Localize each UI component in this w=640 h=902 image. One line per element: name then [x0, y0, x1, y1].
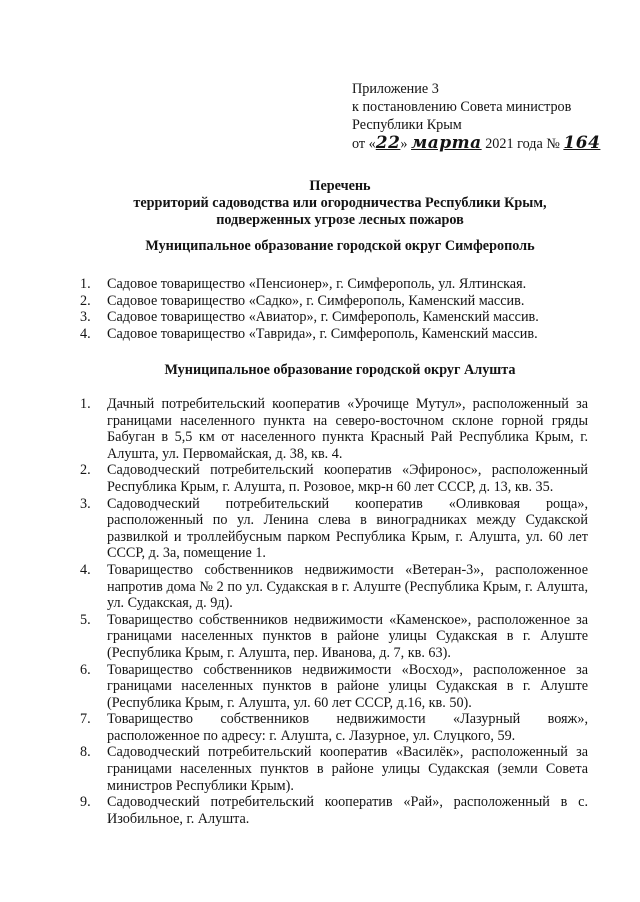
date-day-close: »: [400, 136, 408, 152]
appendix-block: [352, 80, 600, 153]
appendix-line: к постановлению Совета министров: [352, 99, 572, 115]
item-text: Садоводческий потребительский кооператив «Василёк», расположенный за границами населенных пунктов в районе улицы Судакская (земли Совета министров Республики Крым).: [107, 744, 588, 794]
item-number: 9.: [80, 794, 91, 811]
list-item: [80, 462, 588, 495]
handwritten-number: 164: [563, 133, 601, 153]
item-number: 1.: [80, 396, 91, 412]
list-item: [80, 326, 588, 343]
list-item: [80, 293, 588, 310]
title-line: территорий садоводства или огородничества Республики Крым,: [133, 195, 547, 211]
section-heading: Муниципальное образование городской округ Алушта: [164, 362, 516, 378]
list-item: [80, 276, 588, 293]
date-year-text: 2021 года №: [485, 136, 560, 152]
handwritten-day: 22: [375, 133, 401, 153]
list-item: [80, 662, 588, 712]
item-text: Дачный потребительский кооператив «Урочище Мутул», расположенный за границами населенного пункта на северо-восточном склоне горной гряды Бабуган в 5,5 км от населенного пункта Красный Рай Республика Крым, г. Алушта, ул. Первомайская, д. 38, кв. 4.: [107, 396, 588, 462]
item-number: 1.: [80, 276, 91, 292]
item-text: Товарищество собственников недвижимости «Восход», расположенное за границами населенных пунктов в районе улицы Судакская в г. Алуште (Республика Крым, г. Алушта, ул. 60 лет СССР, д.16, кв. 50).: [107, 661, 588, 711]
item-number: 7.: [80, 711, 91, 728]
title-line: подверженных угрозе лесных пожаров: [216, 212, 464, 228]
item-text: Товарищество собственников недвижимости «Каменское», расположенное за границами населенных пунктов в районе улицы Судакская в г. Алуште (Республика Крым, г. Алушта, пер. Иванова, д. 7, кв. 63).: [107, 611, 588, 661]
list-item: [80, 562, 588, 612]
list-item: [80, 744, 588, 794]
item-number: 6.: [80, 661, 91, 678]
item-text: Садоводческий потребительский кооператив «Рай», расположенный в с. Изобильное, г. Алушта.: [107, 794, 588, 827]
item-number: 4.: [80, 561, 91, 578]
item-text: Товарищество собственников недвижимости «Лазурный вояж», расположенное по адресу: г. Алушта, с. Лазурное, ул. Слуцкого, 59.: [107, 711, 588, 744]
item-text: Садовое товарищество «Таврида», г. Симферополь, Каменский массив.: [107, 325, 538, 342]
document-title: [60, 178, 620, 229]
item-number: 2.: [80, 462, 91, 479]
date-prefix: от «: [352, 136, 376, 152]
item-number: 3.: [80, 495, 91, 512]
appendix-line: Республики Крым: [352, 117, 462, 133]
list-item: [80, 794, 588, 827]
appendix-date-line: [352, 134, 600, 153]
title-line: Перечень: [309, 178, 371, 194]
list-item: [80, 309, 588, 326]
section-list: [80, 396, 588, 827]
item-number: 3.: [80, 309, 91, 326]
list-item: [80, 496, 588, 562]
item-text: Товарищество собственников недвижимости «Ветеран-3», расположенное напротив дома № 2 по ул. Судакская в г. Алуште (Республика Крым, г. Алушта, ул. Судакская, д. 9д).: [107, 561, 588, 612]
item-number: 4.: [80, 325, 91, 342]
handwritten-month: марта: [411, 133, 482, 153]
item-number: 2.: [80, 292, 91, 309]
appendix-line: Приложение 3: [352, 81, 439, 97]
item-number: 8.: [80, 744, 91, 761]
item-number: 5.: [80, 611, 91, 628]
item-text: Садоводческий потребительский кооператив «Оливковая роща», расположенный по ул. Ленина слева в виноградниках между Судакской развилкой и троллейбусным парком Республика Крым, г. Алушта, ул. 60 лет СССР, д. 3а, помещение 1.: [107, 495, 588, 562]
list-item: [80, 612, 588, 662]
item-text: Садовое товарищество «Авиатор», г. Симферополь, Каменский массив.: [107, 309, 539, 326]
item-text: Садовое товарищество «Садко», г. Симферополь, Каменский массив.: [107, 292, 525, 309]
section-list: [80, 276, 588, 342]
list-item: [80, 396, 588, 462]
list-item: [80, 711, 588, 744]
item-text: Садоводческий потребительский кооператив «Эфиронос», расположенный Республика Крым, г. Алушта, п. Розовое, мкр-н 60 лет СССР, д. 13, кв. 35.: [107, 462, 588, 495]
item-text: Садовое товарищество «Пенсионер», г. Симферополь, ул. Ялтинская.: [107, 276, 527, 292]
section-heading: Муниципальное образование городской округ Симферополь: [145, 238, 535, 254]
